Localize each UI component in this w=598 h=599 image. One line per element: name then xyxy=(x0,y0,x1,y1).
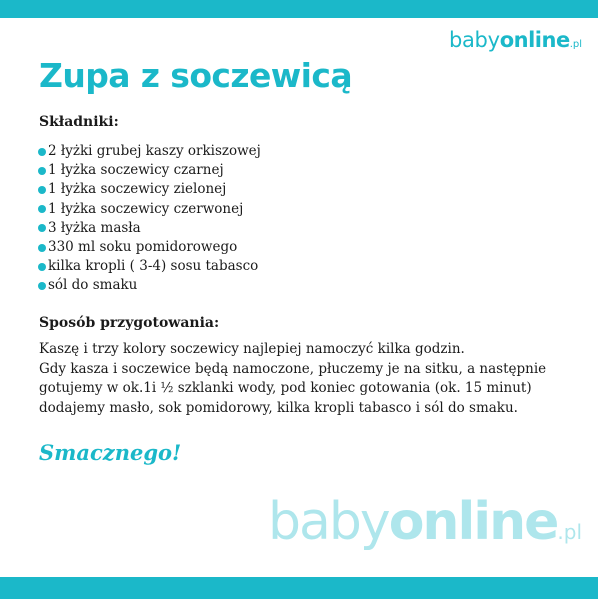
list-item xyxy=(38,200,261,219)
bullet-dot-icon xyxy=(38,205,46,213)
list-item xyxy=(38,257,261,276)
ingredients-heading: Składniki: xyxy=(39,114,119,130)
method-line: Gdy kasza i soczewice będą namoczone, płuczemy je na sitku, a następnie xyxy=(39,360,547,377)
list-item xyxy=(38,161,261,180)
method-line: gotujemy w ok.1i ½ szklanki wody, pod koniec gotowania (ok. 15 minut) xyxy=(39,380,532,396)
ingredient-text: 1 łyżka soczewicy czarnej xyxy=(48,162,224,179)
ingredient-text: 1 łyżka soczewicy czerwonej xyxy=(48,200,244,217)
method-line: Kaszę i trzy kolory soczewicy najlepiej namoczyć kilka godzin. xyxy=(39,341,465,357)
list-item xyxy=(38,276,261,295)
bullet-dot-icon xyxy=(38,186,46,194)
bullet-dot-icon xyxy=(38,282,46,290)
brand-logo xyxy=(449,30,582,51)
bottom-accent-bar xyxy=(0,577,598,599)
bullet-dot-icon xyxy=(38,167,46,175)
ingredient-text: 330 ml soku pomidorowego xyxy=(48,238,238,255)
bullet-dot-icon xyxy=(38,148,46,156)
bullet-dot-icon xyxy=(38,244,46,252)
watermark-baby-text: baby xyxy=(268,492,389,552)
bullet-dot-icon xyxy=(38,224,46,232)
list-item xyxy=(38,180,261,199)
method-line: dodajemy masło, sok pomidorowy, kilka kropli tabasco i sól do smaku. xyxy=(39,399,518,416)
method-paragraph xyxy=(39,340,559,418)
top-accent-bar xyxy=(0,0,598,18)
logo-tld-text: .pl xyxy=(569,39,582,50)
logo-online-text: online xyxy=(499,28,570,52)
watermark-tld-text: .pl xyxy=(557,520,582,544)
watermark-online-text: online xyxy=(388,492,558,552)
recipe-title: Zupa z soczewicą xyxy=(39,56,352,95)
ingredients-list xyxy=(38,142,261,296)
ingredient-text: sól do smaku xyxy=(48,277,138,294)
method-heading: Sposób przygotowania: xyxy=(39,315,220,331)
list-item xyxy=(38,142,261,161)
ingredient-text: 2 łyżki grubej kaszy orkiszowej xyxy=(48,143,261,159)
brand-watermark xyxy=(268,492,582,552)
list-item xyxy=(38,219,261,238)
list-item xyxy=(38,238,261,257)
closing-greeting: Smacznego! xyxy=(39,440,182,465)
ingredient-text: kilka kropli ( 3-4) sosu tabasco xyxy=(48,258,259,275)
bullet-dot-icon xyxy=(38,263,46,271)
logo-baby-text: baby xyxy=(448,28,500,52)
ingredient-text: 3 łyżka masła xyxy=(48,219,141,236)
ingredient-text: 1 łyżka soczewicy zielonej xyxy=(48,181,227,198)
